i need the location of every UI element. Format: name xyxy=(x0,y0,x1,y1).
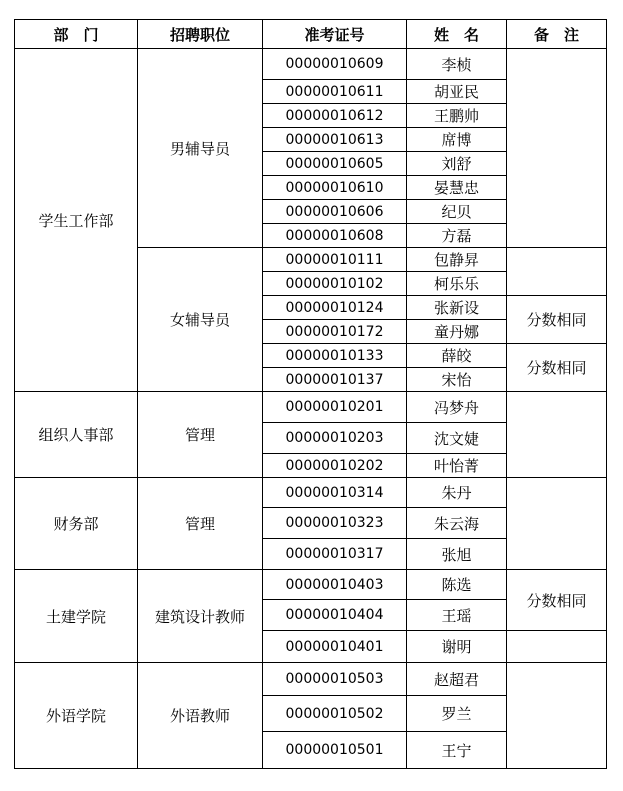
exam-id-cell: 00000010502 xyxy=(263,696,407,732)
name-cell: 柯乐乐 xyxy=(407,272,507,296)
exam-id-cell: 00000010606 xyxy=(263,200,407,224)
dept-cell: 土建学院 xyxy=(15,570,138,663)
name-cell: 王瑶 xyxy=(407,600,507,631)
name-cell: 薛皎 xyxy=(407,344,507,368)
position-cell: 男辅导员 xyxy=(138,49,263,248)
name-cell: 沈文婕 xyxy=(407,423,507,454)
exam-id-cell: 00000010203 xyxy=(263,423,407,454)
remark-cell xyxy=(507,392,607,478)
name-cell: 罗兰 xyxy=(407,696,507,732)
exam-id-cell: 00000010404 xyxy=(263,600,407,631)
dept-cell: 组织人事部 xyxy=(15,392,138,478)
exam-id-cell: 00000010323 xyxy=(263,508,407,539)
position-cell: 管理 xyxy=(138,478,263,570)
remark-cell xyxy=(507,49,607,248)
dept-cell: 外语学院 xyxy=(15,663,138,769)
name-cell: 胡亚民 xyxy=(407,80,507,104)
dept-cell: 财务部 xyxy=(15,478,138,570)
exam-id-cell: 00000010609 xyxy=(263,49,407,80)
table-row xyxy=(15,478,607,508)
header-remark: 备 注 xyxy=(507,20,607,49)
exam-id-cell: 00000010124 xyxy=(263,296,407,320)
exam-id-cell: 00000010613 xyxy=(263,128,407,152)
exam-id-cell: 00000010503 xyxy=(263,663,407,696)
header-exam-id: 准考证号 xyxy=(263,20,407,49)
exam-id-cell: 00000010314 xyxy=(263,478,407,508)
position-cell: 外语教师 xyxy=(138,663,263,769)
name-cell: 纪贝 xyxy=(407,200,507,224)
table-row xyxy=(15,663,607,696)
exam-id-cell: 00000010401 xyxy=(263,631,407,663)
position-cell: 建筑设计教师 xyxy=(138,570,263,663)
exam-id-cell: 00000010610 xyxy=(263,176,407,200)
position-cell: 女辅导员 xyxy=(138,248,263,392)
remark-cell: 分数相同 xyxy=(507,570,607,631)
exam-id-cell: 00000010137 xyxy=(263,368,407,392)
name-cell: 陈选 xyxy=(407,570,507,600)
name-cell: 朱丹 xyxy=(407,478,507,508)
name-cell: 张旭 xyxy=(407,539,507,570)
name-cell: 晏慧忠 xyxy=(407,176,507,200)
remark-cell xyxy=(507,478,607,570)
header-dept: 部 门 xyxy=(15,20,138,49)
name-cell: 张新设 xyxy=(407,296,507,320)
name-cell: 方磊 xyxy=(407,224,507,248)
name-cell: 王鹏帅 xyxy=(407,104,507,128)
remark-cell xyxy=(507,631,607,663)
table-row xyxy=(15,392,607,423)
exam-id-cell: 00000010172 xyxy=(263,320,407,344)
name-cell: 王宁 xyxy=(407,732,507,769)
exam-id-cell: 00000010605 xyxy=(263,152,407,176)
name-cell: 叶怡菁 xyxy=(407,454,507,478)
header-name: 姓 名 xyxy=(407,20,507,49)
exam-id-cell: 00000010612 xyxy=(263,104,407,128)
name-cell: 赵超君 xyxy=(407,663,507,696)
exam-id-cell: 00000010201 xyxy=(263,392,407,423)
candidate-table xyxy=(14,19,607,769)
exam-id-cell: 00000010102 xyxy=(263,272,407,296)
exam-id-cell: 00000010403 xyxy=(263,570,407,600)
dept-cell: 学生工作部 xyxy=(15,49,138,392)
remark-cell: 分数相同 xyxy=(507,296,607,344)
name-cell: 童丹娜 xyxy=(407,320,507,344)
name-cell: 宋怡 xyxy=(407,368,507,392)
remark-cell xyxy=(507,663,607,769)
name-cell: 朱云海 xyxy=(407,508,507,539)
name-cell: 刘舒 xyxy=(407,152,507,176)
remark-cell: 分数相同 xyxy=(507,344,607,392)
table-row xyxy=(15,570,607,600)
exam-id-cell: 00000010611 xyxy=(263,80,407,104)
table-row xyxy=(15,49,607,80)
name-cell: 席博 xyxy=(407,128,507,152)
name-cell: 谢明 xyxy=(407,631,507,663)
name-cell: 冯梦舟 xyxy=(407,392,507,423)
position-cell: 管理 xyxy=(138,392,263,478)
header-row xyxy=(15,20,607,49)
remark-cell xyxy=(507,248,607,296)
name-cell: 李桢 xyxy=(407,49,507,80)
exam-id-cell: 00000010317 xyxy=(263,539,407,570)
exam-id-cell: 00000010111 xyxy=(263,248,407,272)
exam-id-cell: 00000010202 xyxy=(263,454,407,478)
exam-id-cell: 00000010608 xyxy=(263,224,407,248)
name-cell: 包静昇 xyxy=(407,248,507,272)
exam-id-cell: 00000010133 xyxy=(263,344,407,368)
exam-id-cell: 00000010501 xyxy=(263,732,407,769)
header-position: 招聘职位 xyxy=(138,20,263,49)
